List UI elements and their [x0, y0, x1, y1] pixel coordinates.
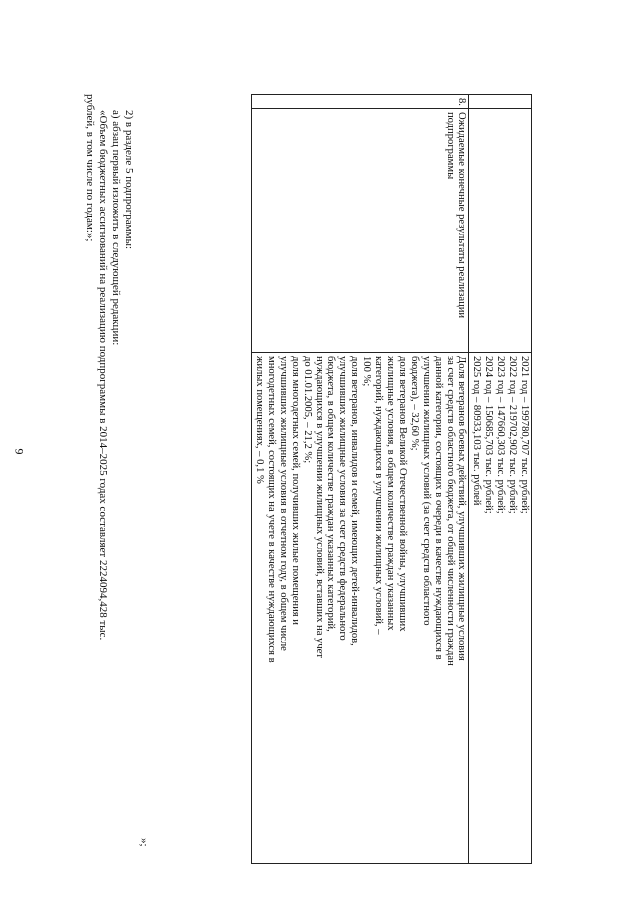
row-results-cell	[252, 353, 469, 864]
paragraph-a: а) абзац первый изложить в следующей редакции:	[110, 110, 122, 346]
result-line: жилищные условия, в общем количестве граждан указанных	[385, 356, 397, 631]
result-line: Доля ветеранов боевых действий, улучшивших жилищные условия	[456, 356, 468, 661]
result-line: нуждающихся в улучшении жилищных условий, вставших на учет	[313, 356, 325, 659]
table-row-8	[252, 95, 469, 864]
budget-sentence-cont: рублей, в том числе по годам:»;	[84, 94, 96, 242]
funding-cell	[469, 353, 532, 864]
cell-empty-number	[469, 95, 532, 109]
result-line: бюджета), – 32,60 %;	[408, 356, 420, 451]
result-line: бюджета, в общем количестве граждан указанных категорий,	[325, 356, 337, 632]
result-line: категорий, нуждающихся в улучшении жилищных условий, –	[373, 356, 385, 635]
closing-quote: »;	[138, 838, 150, 847]
result-line: за счет средств областного бюджета, от общей численности граждан	[444, 356, 456, 666]
result-line: улучшении жилищных условий (за счет средств областного	[420, 356, 432, 626]
result-line: доля ветеранов, инвалидов и семей, имеющих детей-инвалидов,	[349, 356, 361, 646]
result-line: улучшивших жилищные условия в отчетном году, в общем числе	[277, 356, 289, 651]
result-line: данной категории, состоящих в очереди в качестве нуждающихся в	[432, 356, 444, 660]
row-label-line: Ожидаемые конечные результаты реализации	[456, 112, 468, 319]
result-line: доля многодетных семей, получивших жилые помещения и	[289, 356, 301, 625]
result-line: многодетных семей, состоящих на учете в качестве нуждающихся в	[265, 356, 277, 663]
funding-line-2025: 2025 год – 80933,103 тыс. рублей	[471, 356, 483, 506]
row-label-line: подпрограммы	[444, 112, 456, 180]
result-line: 100 %;	[361, 356, 373, 387]
funding-line-2023: 2023 год – 147660,303 тыс. рублей;	[495, 356, 507, 514]
program-table	[251, 94, 532, 864]
funding-line-2021: 2021 год – 199780,707 тыс. рублей;	[519, 356, 530, 514]
cell-empty-label	[469, 109, 532, 353]
row-label-cell	[252, 109, 469, 353]
result-line: улучшивших жилищные условия за счет средств федерального	[337, 356, 349, 641]
amendment-text	[83, 94, 135, 874]
section-5-heading: 2) в разделе 5 подпрограммы:	[123, 110, 135, 250]
result-line: доля ветеранов Великой Отечественной войны, улучшивших	[396, 356, 408, 632]
funding-line-2024: 2024 год – 150685,703 тыс. рублей;	[483, 356, 495, 514]
result-line: до 01.01.2005, – 21,2 %;	[301, 356, 313, 464]
row-number: 8.	[252, 95, 469, 109]
funding-line-2022: 2022 год – 219702,902 тыс. рублей;	[507, 356, 519, 514]
page-number: 9	[12, 448, 27, 455]
budget-sentence: «Объем бюджетных ассигнований на реализацию подпрограммы в 2014–2025 годах составляет 2224094,428 тыс.	[97, 110, 109, 641]
table-row-funding	[469, 95, 532, 864]
result-line: жилых помещениях, – 0,1 %	[254, 356, 266, 484]
